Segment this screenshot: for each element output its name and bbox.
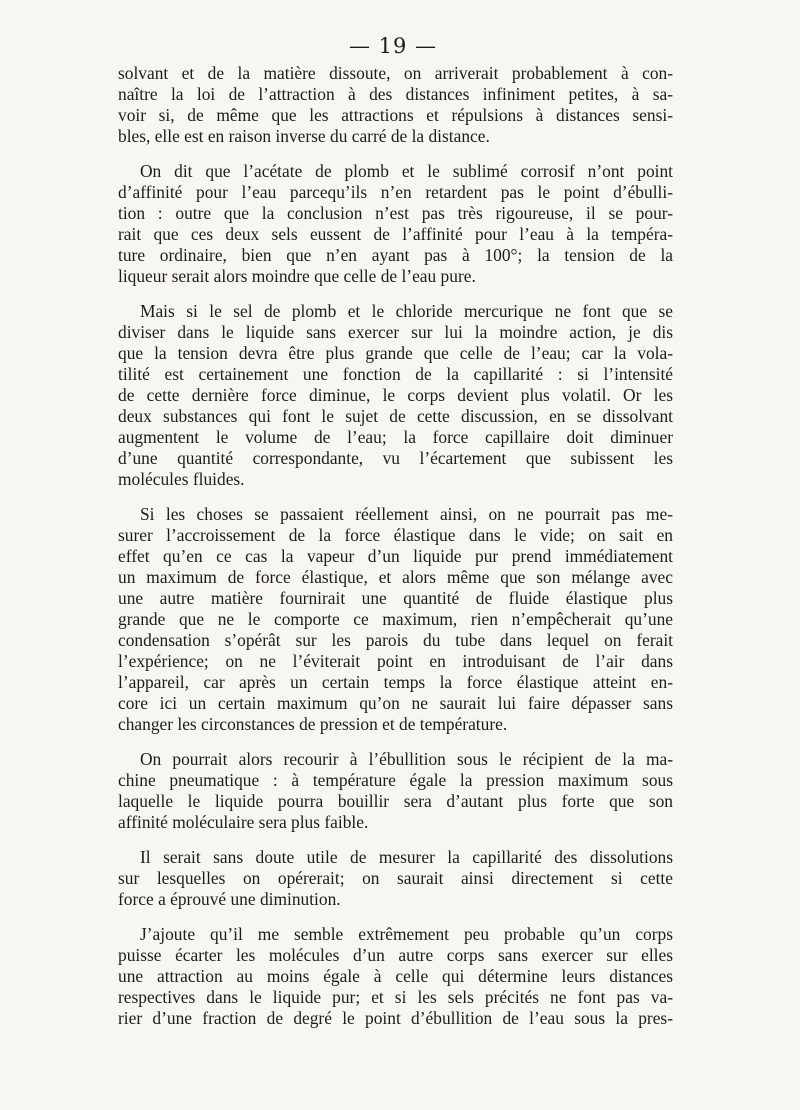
paragraph: [118, 924, 673, 1029]
text-line: force a éprouvé une diminution.: [118, 889, 341, 909]
text-line: molécules fluides.: [118, 469, 245, 489]
text-line: condensation s’opérât sur les parois du tube dans lequel on ferait: [118, 630, 673, 650]
text-line: rier d’une fraction de degré le point d’ébullition de l’eau sous la pres-: [118, 1008, 673, 1028]
page-number: — 19 —: [348, 34, 438, 58]
text-line: d’affinité pour l’eau parcequ’ils n’en retardent pas le point d’ébulli-: [118, 182, 673, 202]
text-line: augmentent le volume de l’eau; la force capillaire doit diminuer: [118, 427, 673, 447]
text-line: J’ajoute qu’il me semble extrêmement peu probable qu’un corps: [140, 924, 673, 944]
text-line: changer les circonstances de pression et de température.: [118, 714, 508, 734]
body-text: [118, 63, 673, 1043]
text-line: naître la loi de l’attraction à des distances infiniment petites, à sa-: [118, 84, 673, 104]
text-line: Si les choses se passaient réellement ainsi, on ne pourrait pas me-: [140, 504, 673, 524]
text-line: respectives dans le liquide pur; et si les sels précités ne font pas va-: [118, 987, 673, 1007]
text-line: tilité est certainement une fonction de la capillarité : si l’intensité: [118, 364, 673, 384]
text-line: une attraction au moins égale à celle qui détermine leurs distances: [118, 966, 673, 986]
text-line: grande que ne le comporte ce maximum, rien n’empêcherait qu’une: [118, 609, 673, 629]
text-line: On dit que l’acétate de plomb et le sublimé corrosif n’ont point: [140, 161, 673, 181]
text-line: diviser dans le liquide sans exercer sur lui la moindre action, je dis: [118, 322, 673, 342]
text-line: bles, elle est en raison inverse du carré de la distance.: [118, 126, 490, 146]
text-line: une autre matière fournirait une quantité de fluide élastique plus: [118, 588, 673, 608]
paragraph: [118, 749, 673, 833]
text-line: que la tension devra être plus grande que celle de l’eau; car la vola-: [118, 343, 673, 363]
text-line: puisse écarter les molécules d’un autre corps sans exercer sur elles: [118, 945, 673, 965]
text-line: rait que ces deux sels eussent de l’affinité pour l’eau à la tempéra-: [118, 224, 673, 244]
text-line: l’appareil, car après un certain temps la force élastique atteint en-: [118, 672, 673, 692]
text-line: un maximum de force élastique, et alors même que son mélange avec: [118, 567, 673, 587]
text-line: surer l’accroissement de la force élastique dans le vide; on sait en: [118, 525, 673, 545]
text-line: voir si, de même que les attractions et répulsions à distances sensi-: [118, 105, 673, 125]
text-line: de cette dernière force diminue, le corps devient plus volatil. Or les: [118, 385, 673, 405]
paragraph: [118, 301, 673, 490]
text-line: effet qu’en ce cas la vapeur d’un liquide pur prend immédiatement: [118, 546, 673, 566]
paragraph: [118, 161, 673, 287]
text-line: solvant et de la matière dissoute, on arriverait probablement à con-: [118, 63, 673, 83]
text-line: Il serait sans doute utile de mesurer la capillarité des dissolutions: [140, 847, 673, 867]
text-line: affinité moléculaire sera plus faible.: [118, 812, 369, 832]
text-line: chine pneumatique : à température égale la pression maximum sous: [118, 770, 673, 790]
text-line: d’une quantité correspondante, vu l’écartement que subissent les: [118, 448, 673, 468]
text-line: tion : outre que la conclusion n’est pas très rigoureuse, il se pour-: [118, 203, 673, 223]
text-line: laquelle le liquide pourra bouillir sera d’autant plus forte que son: [118, 791, 673, 811]
text-line: Mais si le sel de plomb et le chloride mercurique ne font que se: [140, 301, 673, 321]
text-line: core ici un certain maximum qu’on ne saurait lui faire dépasser sans: [118, 693, 673, 713]
text-line: l’expérience; on ne l’éviterait point en introduisant de l’air dans: [118, 651, 673, 671]
paragraph: [118, 847, 673, 910]
paragraph: [118, 504, 673, 735]
text-line: ture ordinaire, bien que n’en ayant pas à 100°; la tension de la: [118, 245, 673, 265]
paragraph: [118, 63, 673, 147]
text-line: On pourrait alors recourir à l’ébullition sous le récipient de la ma-: [140, 749, 673, 769]
text-line: deux substances qui font le sujet de cette discussion, en se dissolvant: [118, 406, 673, 426]
text-line: sur lesquelles on opérerait; on saurait ainsi directement si cette: [118, 868, 673, 888]
text-line: liqueur serait alors moindre que celle de l’eau pure.: [118, 266, 476, 286]
